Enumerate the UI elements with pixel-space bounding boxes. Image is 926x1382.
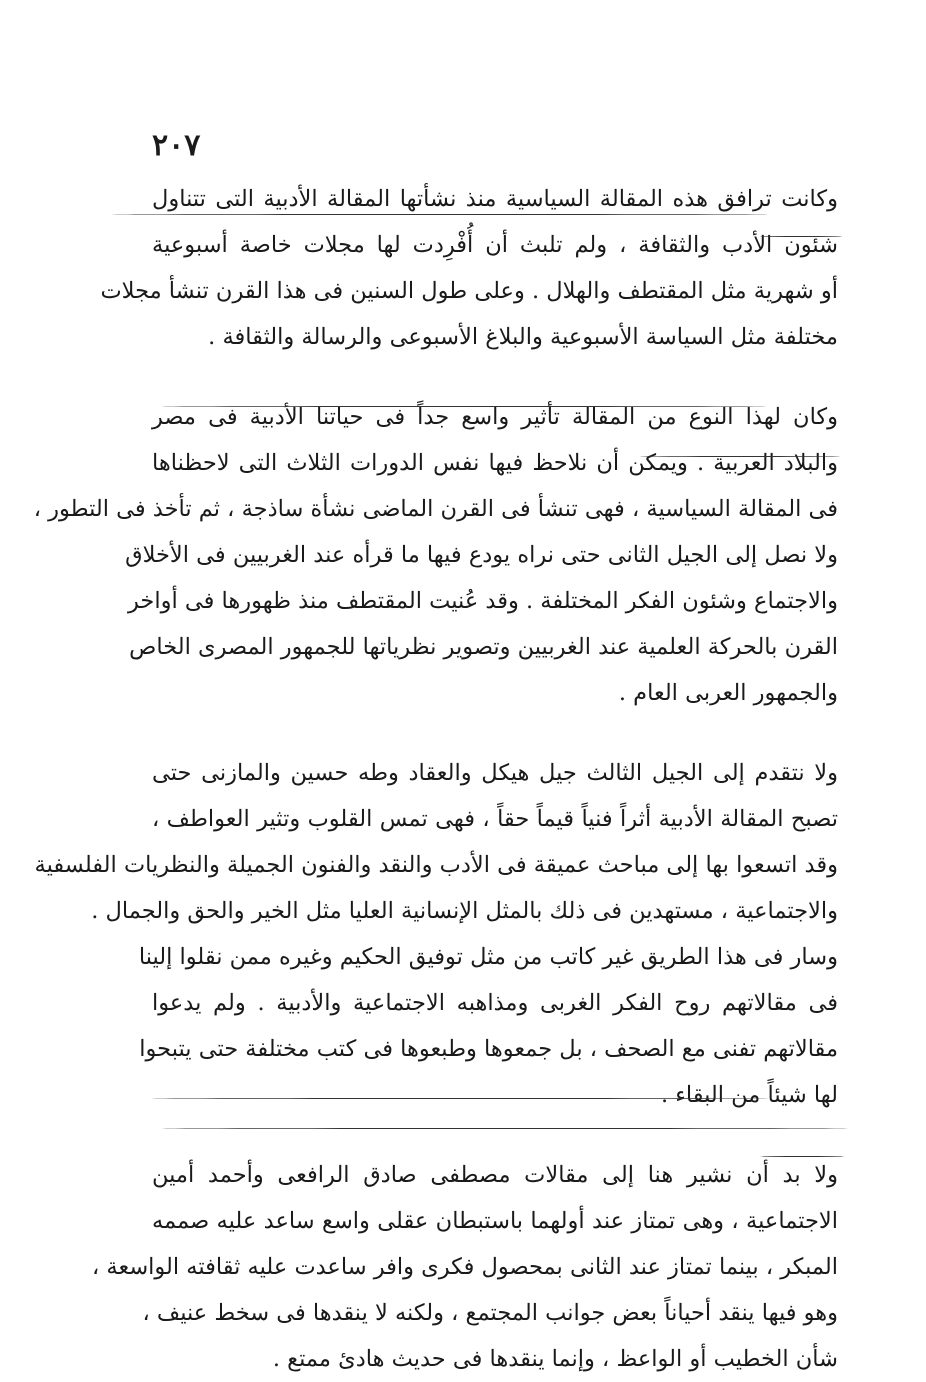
- text-line: أو شهرية مثل المقتطف والهلال . وعلى طول السنين فى هذا القرن تنشأ مجلات: [100, 278, 838, 304]
- paragraph-gap: [152, 360, 838, 394]
- pen-underline-mark: [760, 236, 842, 237]
- text-line: لها شيئاً من البقاء .: [660, 1082, 838, 1108]
- pen-underline-mark: [760, 1156, 844, 1157]
- text-line: والاجتماعية ، مستهدين فى ذلك بالمثل الإنسانية العليا مثل الخير والحق والجمال .: [91, 898, 838, 924]
- paragraph-2: [33, 394, 838, 716]
- text-line: شئون الأدب والثقافة ، ولم تلبث أن أُفْرِدت لها مجلات خاصة أسبوعية: [152, 232, 838, 258]
- text-line: وهو فيها ينقد أحياناً بعض جوانب المجتمع ، ولكنه لا ينقدها فى سخط عنيف ،: [142, 1300, 838, 1326]
- text-line: الاجتماعية ، وهى تمتاز عند أولهما باستبطان عقلى واسع ساعد عليه صممه: [152, 1208, 838, 1234]
- text-line: مختلفة مثل السياسة الأسبوعية والبلاغ الأسبوعى والرسالة والثقافة .: [208, 324, 838, 350]
- pen-underline-mark: [150, 1098, 770, 1099]
- text-line: المبكر ، بينما تمتاز عند الثانى بمحصول فكرى وافر ساعدت عليه ثقافته الواسعة ،: [91, 1254, 838, 1280]
- pen-underline-mark: [640, 456, 840, 457]
- page-number: ٢٠٧: [152, 128, 201, 163]
- text-line: فى المقالة السياسية ، فهى تنشأ فى القرن الماضى نشأة ساذجة ، ثم تأخذ فى التطور ،: [33, 496, 838, 522]
- text-line: القرن بالحركة العلمية عند الغربيين وتصوير نظرياتها للجمهور المصرى الخاص: [129, 634, 838, 660]
- text-line: والبلاد العربية . ويمكن أن نلاحظ فيها نفس الدورات الثلاث التى لاحظناها: [152, 450, 838, 476]
- text-line: والجمهور العربى العام .: [618, 680, 838, 706]
- pen-underline-mark: [110, 214, 770, 215]
- text-line: شأن الخطيب أو الواعظ ، وإنما ينقدها فى حديث هادئ ممتع .: [272, 1346, 838, 1372]
- text-line: وقد اتسعوا بها إلى مباحث عميقة فى الأدب والنقد والفنون الجميلة والنظريات الفلسفية: [34, 852, 838, 878]
- pen-underline-mark: [160, 406, 768, 407]
- body-text: [33, 176, 838, 1382]
- text-line: مقالاتهم تفنى مع الصحف ، بل جمعوها وطبعوها فى كتب مختلفة حتى يتبحوا: [139, 1036, 838, 1062]
- paragraph-gap: [152, 716, 838, 750]
- paragraph-3: [34, 750, 838, 1118]
- paragraph-4: [91, 1152, 838, 1382]
- paragraph-gap: [152, 1118, 838, 1152]
- text-line: ولا نصل إلى الجيل الثانى حتى نراه يودع فيها ما قرأه عند الغربيين فى الأخلاق: [125, 542, 838, 568]
- paragraph-1: [100, 176, 838, 360]
- text-line: ولا بد أن نشير هنا إلى مقالات مصطفى صادق الرافعى وأحمد أمين: [152, 1162, 838, 1188]
- text-line: تصبح المقالة الأدبية أثراً فنياً قيماً حقاً ، فهى تمس القلوب وتثير العواطف ،: [152, 806, 838, 832]
- text-line: وكان لهذا النوع من المقالة تأثير واسع جداً فى حياتنا الأدبية فى مصر: [152, 404, 838, 430]
- text-line: والاجتماع وشئون الفكر المختلفة . وقد عُنيت المقتطف منذ ظهورها فى أواخر: [128, 588, 838, 614]
- text-line: ولا نتقدم إلى الجيل الثالث جيل هيكل والعقاد وطه حسين والمازنى حتى: [152, 760, 838, 786]
- text-line: فى مقالاتهم روح الفكر الغربى ومذاهبه الاجتماعية والأدبية . ولم يدعوا: [152, 990, 838, 1016]
- pen-underline-mark: [160, 1128, 850, 1129]
- text-line: وكانت ترافق هذه المقالة السياسية منذ نشأتها المقالة الأدبية التى تتناول: [152, 186, 838, 212]
- text-line: وسار فى هذا الطريق غير كاتب من مثل توفيق الحكيم وغيره ممن نقلوا إلينا: [138, 944, 838, 970]
